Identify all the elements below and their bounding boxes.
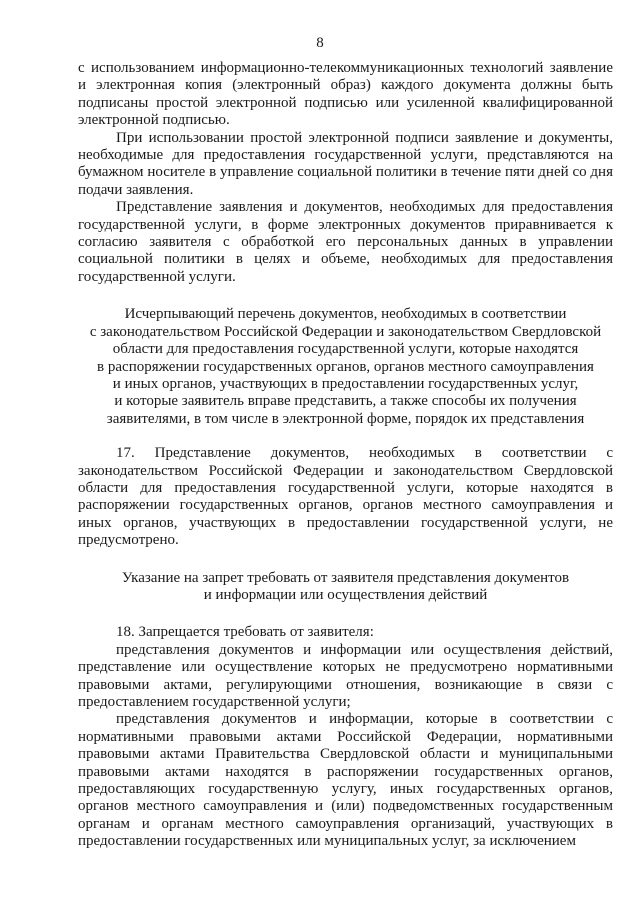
document-body: [78, 60, 613, 851]
heading-line: и которые заявитель вправе представить, а также способы их получения: [114, 393, 577, 410]
paragraph-continuation: с использованием информационно-телекоммуникационных технологий заявление и электронная копия (электронный образ) каждого документа должны быть подписаны простой электронной подписью или усиленной квалифицированной электронной подписью.: [78, 60, 613, 129]
paragraph-personal-data-consent: Представление заявления и документов, необходимых для предоставления государственной услуги, в форме электронных документов приравнивается к согласию заявителя с обработкой его персональных данных в управлении социальной политики в целях и объеме, необходимых для предоставления государственной услуги.: [78, 199, 613, 285]
heading-line: в распоряжении государственных органов, органов местного самоуправления: [97, 358, 594, 375]
section-heading-documents-list: [78, 306, 613, 428]
section-heading-prohibition: [78, 570, 613, 605]
heading-line: и информации или осуществления действий: [203, 586, 488, 603]
paragraph-17: 17. Представление документов, необходимых в соответствии с законодательством Российской Федерации и законодательством Свердловской области для предоставления государственной услуги, которые находятся в распоряжении государственных органов, органов местного самоуправления и иных органов, участвующих в предоставлении государственной услуги, не предусмотрено.: [78, 445, 613, 549]
heading-line: Исчерпывающий перечень документов, необходимых в соответствии: [124, 306, 567, 323]
paragraph-18-intro: 18. Запрещается требовать от заявителя:: [116, 624, 374, 641]
heading-line: заявителями, в том числе в электронной форме, порядок их представления: [106, 410, 585, 427]
paragraph-18-item: представления документов и информации или осуществления действий, представление или осуществление которых не предусмотрено нормативными правовыми актами, регулирующими отношения, возникающие в связи с предоставлением государственной услуги;: [78, 641, 613, 710]
heading-line: Указание на запрет требовать от заявителя представления документов: [121, 569, 570, 586]
heading-line: с законодательством Российской Федерации и законодательством Свердловской: [89, 323, 602, 340]
paragraph-simple-signature: При использовании простой электронной подписи заявление и документы, необходимые для предоставления государственной услуги, представляются на бумажном носителе в управление социальной политики в течение пяти дней со дня подачи заявления.: [78, 129, 613, 198]
page-number: 8: [316, 35, 324, 51]
heading-line: области для предоставления государственной услуги, которые находятся: [112, 341, 579, 358]
paragraph-18-item: представления документов и информации, которые в соответствии с нормативными правовыми актами Российской Федерации, нормативными правовыми актами Правительства Свердловской области и муниципальными правовыми актами находятся в распоряжении государственных органов, предоставляющих государственную услугу, иных государственных органов, органов местного самоуправления и (или) подведомственных государственным органам и органам местного самоуправления организаций, участвующих в предоставлении государственных или муниципальных услуг, за исключением: [78, 711, 613, 850]
heading-line: и иных органов, участвующих в предоставлении государственных услуг,: [112, 375, 579, 392]
